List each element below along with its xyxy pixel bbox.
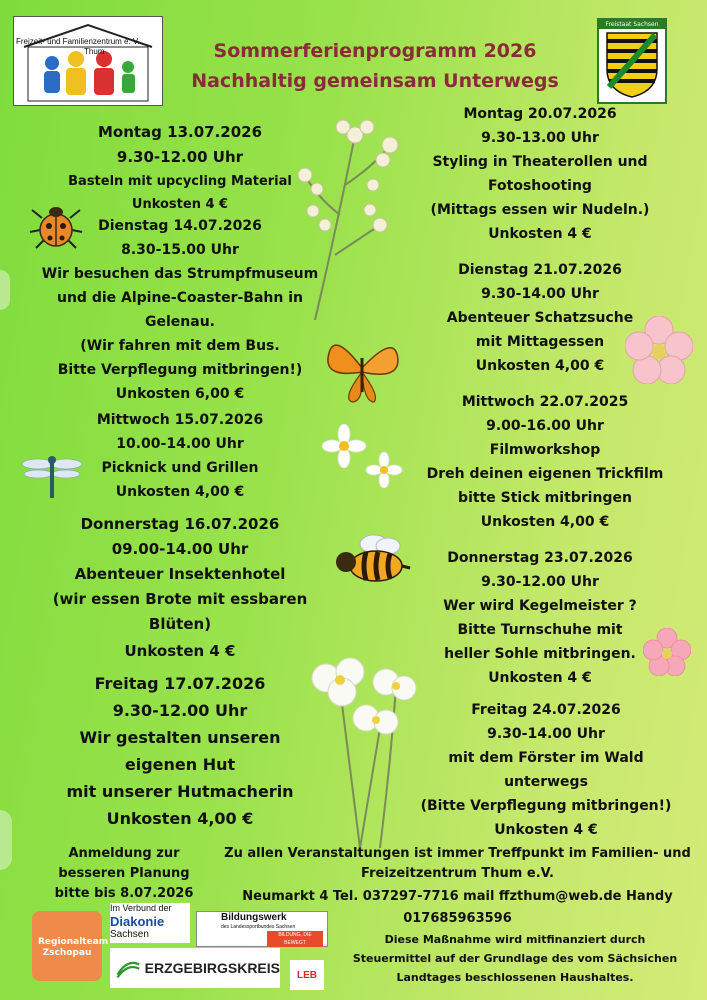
regionalteam-text: Regionalteam Zschopau bbox=[38, 937, 109, 958]
event-desc: eigenen Hut bbox=[124, 755, 236, 774]
regionalteam-logo bbox=[32, 911, 109, 981]
event-cost: Unkosten 4 € bbox=[494, 822, 598, 838]
erzgebirgskreis-text: ERZGEBIRGSKREIS bbox=[144, 960, 280, 976]
event-desc: Fotoshooting bbox=[488, 178, 592, 194]
event-desc: mit unserer Hutmacherin bbox=[66, 782, 294, 801]
event-day: Montag 20.07.2026 bbox=[463, 106, 617, 122]
event-desc: (wir essen Brote mit essbaren bbox=[52, 590, 308, 608]
event-desc: Wir gestalten unseren bbox=[79, 728, 281, 747]
event-time: 9.00-16.00 Uhr bbox=[486, 418, 604, 434]
event-cost: Unkosten 4 € bbox=[124, 642, 236, 660]
event-desc: und die Alpine-Coaster-Bahn in bbox=[56, 290, 303, 306]
diakonie-top: Im Verbund der bbox=[110, 903, 172, 913]
event-day: Mittwoch 22.07.2025 bbox=[461, 394, 629, 410]
event-day: Dienstag 14.07.2026 bbox=[98, 218, 262, 234]
event-time: 9.30-14.00 Uhr bbox=[481, 286, 599, 302]
event-desc: Bitte Turnschuhe mit bbox=[457, 622, 623, 638]
meeting-line: Freizeitzentrum Thum e.V. bbox=[361, 866, 554, 881]
funding-note bbox=[330, 930, 700, 987]
saxony-crest bbox=[597, 18, 667, 104]
event-time: 9.30-12.00 Uhr bbox=[116, 148, 244, 166]
contact-line: Neumarkt 4 Tel. 037297-7716 mail ffzthum@web.de Handy bbox=[242, 889, 673, 904]
event-day: Freitag 17.07.2026 bbox=[94, 674, 266, 693]
event-thu-23 bbox=[400, 546, 680, 690]
event-cost: Unkosten 6,00 € bbox=[115, 386, 245, 402]
event-wed-22 bbox=[400, 390, 690, 534]
event-desc: (Bitte Verpflegung mitbringen!) bbox=[420, 798, 672, 814]
crest-label: Freistaat Sachsen bbox=[599, 20, 665, 29]
event-time: 8.30-15.00 Uhr bbox=[121, 242, 239, 258]
registration-note bbox=[44, 844, 204, 904]
event-desc: (Wir fahren mit dem Bus. bbox=[80, 338, 280, 354]
event-desc: Wir besuchen das Strumpfmuseum bbox=[41, 266, 319, 282]
event-fri-24 bbox=[398, 698, 694, 842]
event-time: 9.30-13.00 Uhr bbox=[481, 130, 599, 146]
event-cost: Unkosten 4,00 € bbox=[115, 484, 245, 500]
event-desc: Wer wird Kegelmeister ? bbox=[443, 598, 637, 614]
event-day: Mittwoch 15.07.2026 bbox=[96, 412, 264, 428]
event-day: Montag 13.07.2026 bbox=[97, 123, 263, 141]
white-flowers-illustration bbox=[300, 648, 440, 848]
small-pink-flower-icon bbox=[643, 628, 691, 676]
event-time: 9.30-12.00 Uhr bbox=[112, 701, 248, 720]
title-line-1: Sommerferienprogramm 2026 bbox=[213, 40, 537, 62]
dragonfly-icon bbox=[20, 452, 84, 500]
registration-line: bitte bis 8.07.2026 bbox=[54, 886, 194, 901]
page-title bbox=[160, 38, 590, 94]
mobile-number: 017685963596 bbox=[403, 911, 512, 926]
leb-logo bbox=[290, 960, 324, 990]
event-cost: Unkosten 4,00 € bbox=[480, 514, 610, 530]
leaf-decoration bbox=[0, 270, 10, 310]
diakonie-region: Sachsen bbox=[110, 929, 149, 940]
event-cost: Unkosten 4 € bbox=[488, 670, 592, 686]
leaf-decoration bbox=[0, 810, 12, 870]
event-day: Dienstag 21.07.2026 bbox=[458, 262, 622, 278]
event-thu-16 bbox=[40, 512, 320, 664]
erzgebirgskreis-logo bbox=[110, 948, 280, 988]
event-desc: Abenteuer Insektenhotel bbox=[74, 565, 286, 583]
event-fri-17 bbox=[40, 670, 320, 832]
daisy-icon bbox=[320, 424, 410, 488]
event-time: 09.00-14.00 Uhr bbox=[111, 540, 249, 558]
event-desc: Bitte Verpflegung mitbringen!) bbox=[57, 362, 303, 378]
event-desc: Blüten) bbox=[148, 615, 212, 633]
funding-line: Diese Maßnahme wird mitfinanziert durch bbox=[384, 933, 646, 946]
bildungswerk-tag: BILDUNG, DIE BEWEGT bbox=[267, 931, 323, 947]
registration-line: besseren Planung bbox=[58, 866, 190, 881]
bildungswerk-sub: des Landessportbundes Sachsen bbox=[221, 924, 296, 930]
event-desc: Abenteuer Schatzsuche bbox=[446, 310, 634, 326]
beetle-icon bbox=[28, 198, 84, 250]
event-desc: Picknick und Grillen bbox=[101, 460, 259, 476]
event-time: 10.00-14.00 Uhr bbox=[116, 436, 244, 452]
butterfly-icon bbox=[322, 328, 402, 408]
org-logo bbox=[13, 16, 163, 106]
event-desc: Filmworkshop bbox=[489, 442, 601, 458]
org-logo-text: Freizeit- und Familienzentrum e. V. bbox=[16, 37, 140, 46]
event-mon-20 bbox=[395, 102, 685, 246]
event-wed-15 bbox=[60, 408, 300, 504]
event-desc: mit dem Förster im Wald bbox=[448, 750, 644, 766]
leb-text: LEB bbox=[297, 969, 317, 981]
event-cost: Unkosten 4,00 € bbox=[106, 809, 254, 828]
event-desc: Basteln mit upcycling Material bbox=[68, 174, 292, 189]
funding-line: Steuermittel auf der Grundlage des vom Sächsichen bbox=[352, 952, 678, 965]
event-desc: Dreh deinen eigenen Trickfilm bbox=[426, 466, 664, 482]
event-time: 9.30-14.00 Uhr bbox=[487, 726, 605, 742]
event-time: 9.30-12.00 Uhr bbox=[481, 574, 599, 590]
bildungswerk-name: Bildungswerk bbox=[221, 912, 287, 923]
flower-branch-illustration bbox=[295, 115, 405, 325]
bildungswerk-logo bbox=[196, 911, 328, 947]
funding-line: Landtages beschlossenen Haushaltes. bbox=[396, 971, 634, 984]
event-cost: Unkosten 4,00 € bbox=[475, 358, 605, 374]
diakonie-name: Diakonie bbox=[110, 914, 165, 929]
registration-line: Anmeldung zur bbox=[68, 846, 180, 861]
pink-flower-icon bbox=[625, 316, 693, 384]
event-desc: mit Mittagessen bbox=[475, 334, 605, 350]
event-desc: bitte Stick mitbringen bbox=[458, 490, 632, 506]
event-day: Freitag 24.07.2026 bbox=[471, 702, 621, 718]
event-cost: Unkosten 4 € bbox=[131, 197, 229, 212]
bee-icon bbox=[330, 532, 414, 588]
event-desc: Styling in Theaterollen und bbox=[432, 154, 648, 170]
org-logo-place: Thum bbox=[84, 47, 105, 56]
event-desc: heller Sohle mitbringen. bbox=[444, 646, 636, 662]
event-day: Donnerstag 23.07.2026 bbox=[447, 550, 633, 566]
event-desc: Gelenau. bbox=[145, 314, 215, 330]
title-line-2: Nachhaltig gemeinsam Unterwegs bbox=[191, 70, 559, 92]
event-day: Donnerstag 16.07.2026 bbox=[80, 515, 280, 533]
event-desc: (Mittags essen wir Nudeln.) bbox=[430, 202, 650, 218]
event-cost: Unkosten 4 € bbox=[488, 226, 592, 242]
diakonie-logo bbox=[110, 903, 190, 943]
meeting-line: Zu allen Veranstaltungen ist immer Treffpunkt im Familien- und bbox=[224, 846, 691, 861]
event-desc: unterwegs bbox=[504, 774, 588, 790]
